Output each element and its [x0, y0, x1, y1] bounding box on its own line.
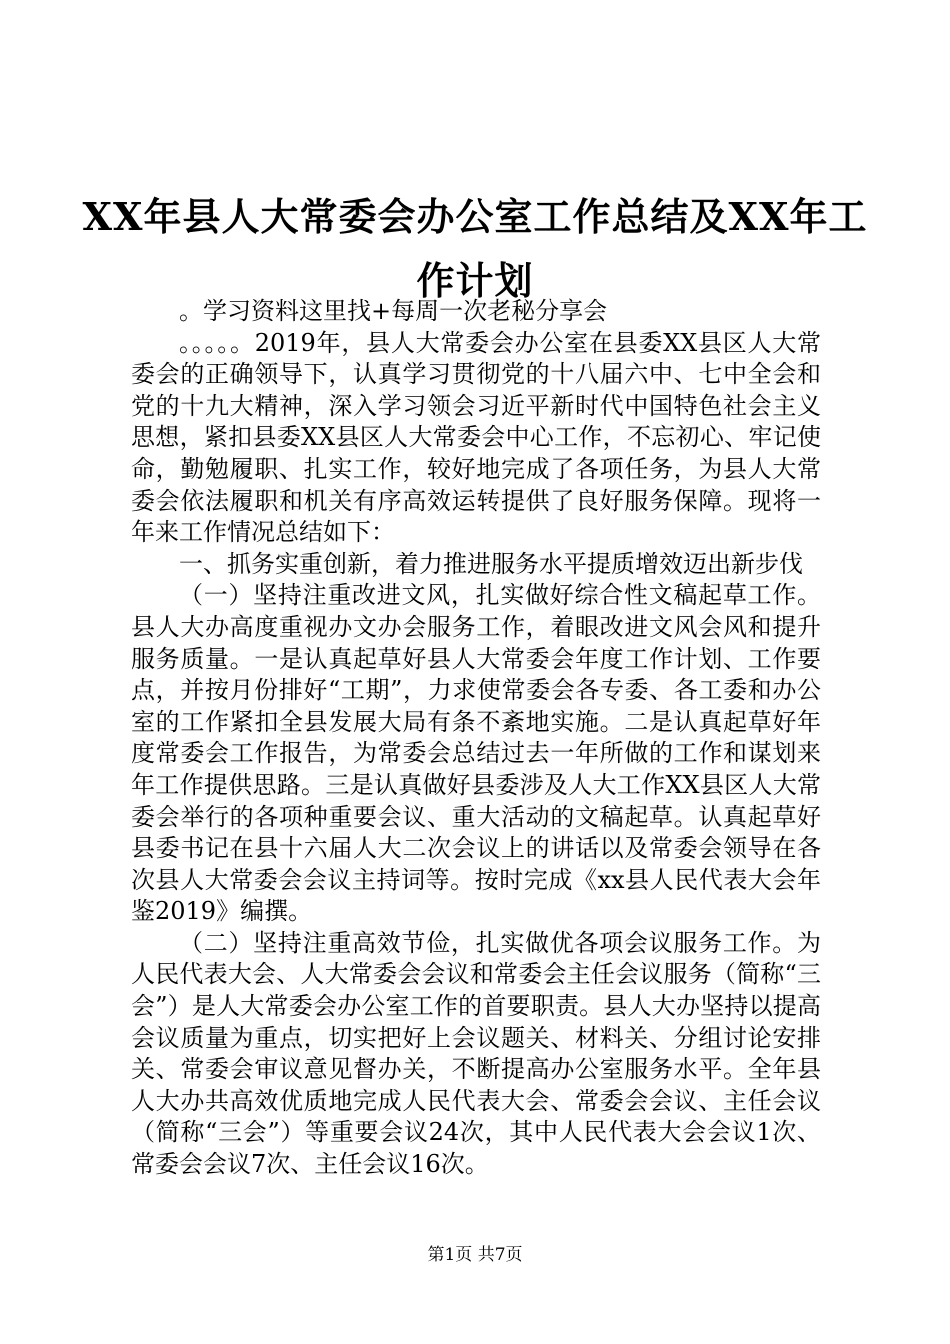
- section-heading-one: 一、抓务实重创新，着力推进服务水平提质增效迈出新步伐: [179, 549, 803, 578]
- paragraph-subsection-2: （二）坚持注重高效节俭，扎实做优各项会议服务工作。为人民代表大会、人大常委会会议和常委会主任会议服务（简称“三会”）是人大常委会办公室工作的首要职责。县人大办坚持以提高会议质量为重点，切实把好上会议题关、材料关、分组讨论安排关、常委会审议意见督办关，不断提高办公室服务水平。全年县人大办共高效优质地完成人民代表大会、常委会会议、主任会议（简称“三会”）等重要会议24次，其中人民代表大会会议1次、常委会会议7次、主任会议16次。: [131, 928, 821, 1179]
- document-title: XX年县人大常委会办公室工作总结及XX年工作计划: [82, 194, 868, 304]
- paragraph-subsection-1: （一）坚持注重改进文风，扎实做好综合性文稿起草工作。县人大办高度重视办文办会服务工作，着眼改进文风会风和提升服务质量。一是认真起草好县人大常委会年度工作计划、工作要点，并按月份排好“工期”，力求使常委会各专委、各工委和办公室的工作紧扣全县发展大局有条不紊地实施。二是认真起草好年度常委会工作报告，为常委会总结过去一年所做的工作和谋划来年工作提供思路。三是认真做好县委涉及人大工作XX县区人大常委会举行的各项种重要会议、重大活动的文稿起草。认真起草好县委书记在县十六届人大二次会议上的讲话以及常委会领导在各次县人大常委会会议主持词等。按时完成《xx县人民代表大会年鉴2019》编撰。: [131, 581, 821, 926]
- document-body: [131, 296, 821, 1181]
- paragraph-intro-note: 。学习资料这里找+每周一次老秘分享会: [179, 297, 608, 325]
- paragraph-overview: 。。。。。2019年，县人大常委会办公室在县委XX县区人大常委会的正确领导下，认真学习贯彻党的十八届六中、七中全会和党的十九大精神，深入学习领会习近平新时代中国特色社会主义思想，紧扣县委XX县区人大常委会中心工作，不忘初心、牢记使命，勤勉履职、扎实工作，较好地完成了各项任务，为县人大常委会依法履职和机关有序高效运转提供了良好服务保障。现将一年来工作情况总结如下：: [131, 328, 821, 547]
- page-number-footer: 第1页 共7页: [427, 1245, 523, 1265]
